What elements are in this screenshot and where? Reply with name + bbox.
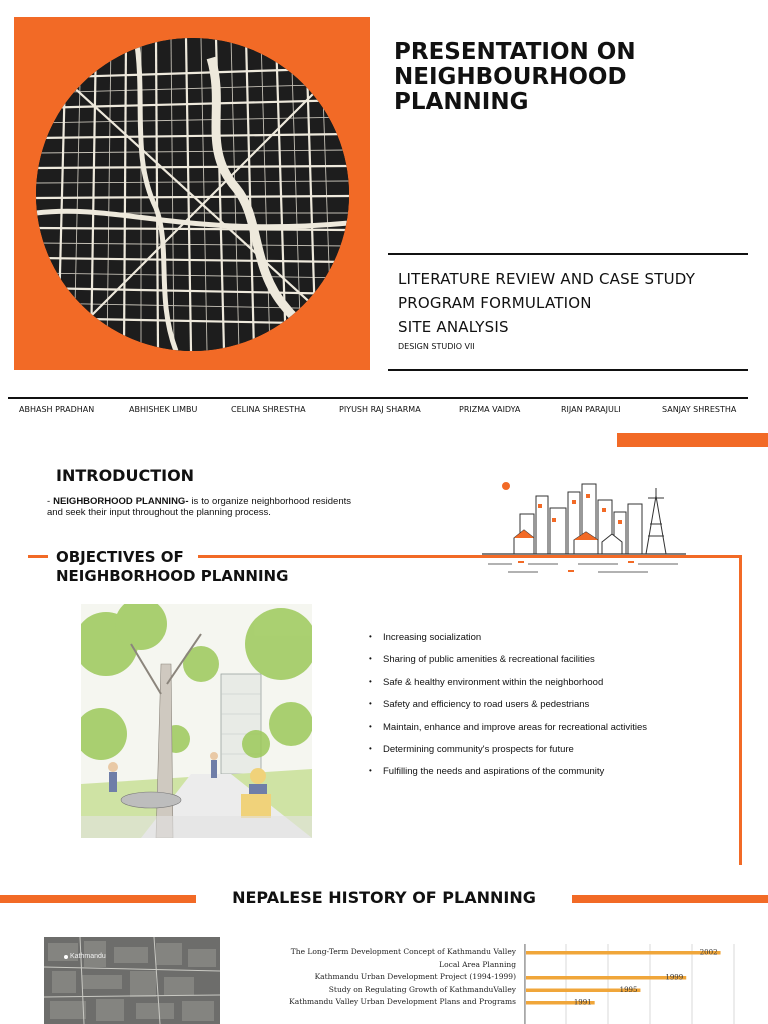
subtitle-literature-review: LITERATURE REVIEW AND CASE STUDY xyxy=(398,270,696,288)
studio-divider xyxy=(388,369,748,371)
studio-label: DESIGN STUDIO VII xyxy=(398,342,475,351)
timeline-label: The Long-Term Development Concept of Kathmandu Valley xyxy=(290,947,516,956)
objective-item: • Sharing of public amenities & recreational facilities xyxy=(369,654,729,676)
objective-item: • Determining community's prospects for future xyxy=(369,744,729,766)
introduction-heading: INTRODUCTION xyxy=(56,466,195,485)
objectives-heading xyxy=(56,548,288,586)
title-divider xyxy=(388,253,748,255)
objective-item: • Safety and efficiency to road users & pedestrians xyxy=(369,699,729,721)
planning-timeline-chart xyxy=(524,944,736,1024)
objectives-heading-line2: NEIGHBORHOOD PLANNING xyxy=(56,567,289,585)
timeline-year-label: 1999 xyxy=(665,973,684,982)
bullet-dash: - xyxy=(47,496,54,507)
author-name: PIYUSH RAJ SHARMA xyxy=(339,405,421,414)
timeline-year-label: 1995 xyxy=(619,986,638,994)
author-name: RIJAN PARAJULI xyxy=(561,405,621,414)
author-name: SANJAY SHRESTHA xyxy=(662,405,737,414)
city-skyline-illustration xyxy=(478,474,690,580)
timeline-label: Study on Regulating Growth of KathmanduValley xyxy=(328,984,516,994)
timeline-labels xyxy=(240,947,516,1010)
timeline-year-label: 1991 xyxy=(573,998,592,1007)
subtitle-site-analysis: SITE ANALYSIS xyxy=(398,318,509,336)
author-name: PRIZMA VAIDYA xyxy=(459,405,521,414)
timeline-label: Kathmandu Valley Urban Development Plans and Programs xyxy=(289,997,516,1006)
objectives-list xyxy=(369,632,729,789)
cover-panel xyxy=(14,17,370,370)
city-map-graphic xyxy=(36,38,349,351)
city-map-image xyxy=(36,38,349,351)
objectives-line-right xyxy=(198,555,742,558)
presentation-title: PRESENTATION ON NEIGHBOURHOOD PLANNING xyxy=(394,39,636,115)
objective-item: • Increasing socialization xyxy=(369,632,729,654)
history-heading: NEPALESE HISTORY OF PLANNING xyxy=(232,888,536,907)
timeline-year-label: 2002 xyxy=(699,948,718,957)
timeline-label: Kathmandu Urban Development Project (1994-1999) xyxy=(314,972,516,981)
map-place-label: Kathmandu xyxy=(70,953,106,960)
authors-row xyxy=(0,405,768,417)
introduction-definition: is to organize neighborhood residents and seek their input throughout the planning process. xyxy=(47,496,351,518)
objective-item: • Fulfilling the needs and aspirations of the community xyxy=(369,766,729,788)
author-name: ABHASH PRADHAN xyxy=(19,405,95,414)
authors-divider xyxy=(8,397,748,399)
aerial-map-graphic xyxy=(44,937,220,1024)
subtitle-program-formulation: PROGRAM FORMULATION xyxy=(398,294,592,312)
objective-item: • Safe & healthy environment within the neighborhood xyxy=(369,677,729,699)
timeline-bars xyxy=(526,949,721,1007)
kathmandu-aerial-map xyxy=(44,937,220,1024)
objective-item: • Maintain, enhance and improve areas for recreational activities xyxy=(369,722,729,744)
introduction-text xyxy=(47,496,351,518)
timeline-label: Local Area Planning xyxy=(439,959,516,969)
objectives-heading-line1: OBJECTIVES OF xyxy=(56,548,184,566)
intro-accent-bar xyxy=(617,433,768,447)
author-name: CELINA SHRESTHA xyxy=(231,405,306,414)
objectives-line-vertical xyxy=(739,555,742,865)
introduction-term: NEIGHBORHOOD PLANNING- xyxy=(53,496,189,507)
objectives-line-left xyxy=(28,555,48,558)
park-sketch-illustration xyxy=(81,604,312,838)
author-name: ABHISHEK LIMBU xyxy=(129,405,198,414)
